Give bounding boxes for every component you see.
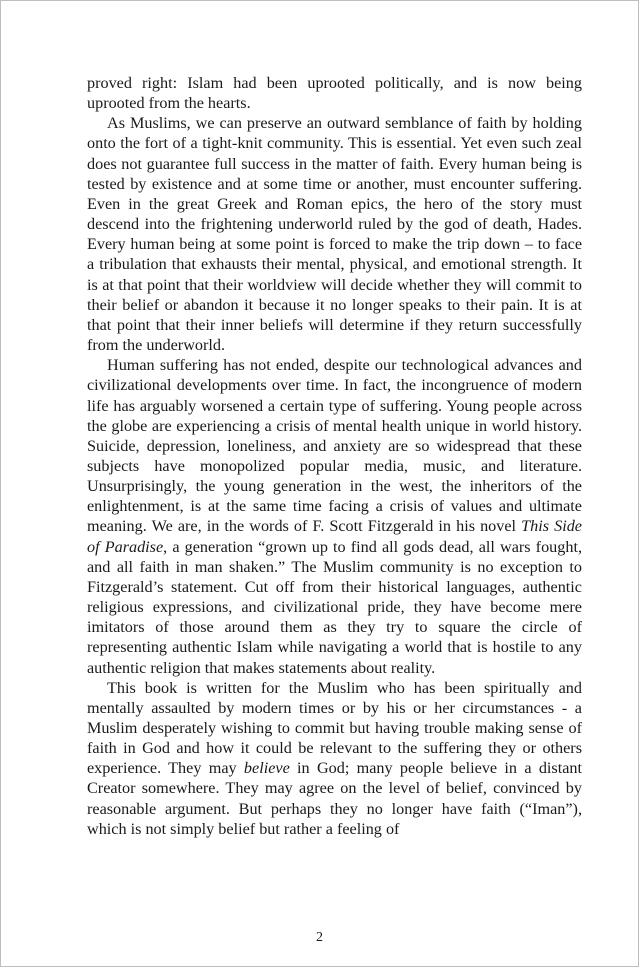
paragraph-1-text: proved right: Islam had been uprooted politically, and is now being uprooted from the hearts.: [87, 74, 582, 113]
body-text: [87, 73, 582, 839]
paragraph-4-text-before: This book is written for the Muslim who has been spiritually and mentally assaulted by modern times or by his or her circumstances - a Muslim desperately wishing to commit but having trouble making sense of faith in God and how it could be relevant to the suffering they or others experience. They may: [87, 678, 582, 778]
paragraph-3-text-after: , a generation “grown up to find all gods dead, all wars fought, and all faith in man shaken.” The Muslim community is no exception to Fitzgerald’s statement. Cut off from their historical languages, authentic religious expressions, and civilizational pride, they have become mere imitators of those around them as they try to square the circle of representing authentic Islam while navigating a world that is hostile to any authentic religion that makes statements about reality.: [87, 537, 582, 677]
paragraph-4: [87, 678, 582, 839]
paragraph-2: [87, 113, 582, 355]
page-number: 2: [316, 930, 323, 945]
paragraph-3: [87, 355, 582, 678]
paragraph-3-text-before: Human suffering has not ended, despite our technological advances and civilizational developments over time. In fact, the incongruence of modern life has arguably worsened a certain type of suffering. Young people across the globe are experiencing a crisis of mental health unique in world history. Suicide, depression, loneliness, and anxiety are so widespread that these subjects have monopolized popular media, music, and literature. Unsurprisingly, the young generation in the west, the inheritors of the enlightenment, is at the same time facing a crisis of values and ultimate meaning. We are, in the words of F. Scott Fitzgerald in his novel: [87, 356, 582, 536]
paragraph-1: [87, 73, 582, 113]
paragraph-2-text: As Muslims, we can preserve an outward semblance of faith by holding onto the fort of a tight-knit community. This is essential. Yet even such zeal does not guarantee full success in the matter of faith. Every human being is tested by existence and at some time or another, must encounter suffering. Even in the great Greek and Roman epics, the hero of the story must descend into the frightening underworld ruled by the god of death, Hades. Every human being at some point is forced to make the trip down – to face a tribulation that exhausts their mental, physical, and emotional strength. It is at that point that their worldview will decide whether they will commit to their belief or abandon it because it no longer speaks to their pain. It is at that point that their inner beliefs will determine if they return successfully from the underworld.: [87, 114, 582, 355]
emphasis-italic: believe: [243, 759, 290, 778]
paragraph-4-text-after: in God; many people believe in a distant Creator somewhere. They may agree on the level of belief, convinced by reasonable argument. But perhaps they no longer have faith (“Iman”), which is not simply belief but rather a feeling of: [87, 759, 582, 838]
book-title-italic: This Side of Paradise: [87, 517, 582, 556]
